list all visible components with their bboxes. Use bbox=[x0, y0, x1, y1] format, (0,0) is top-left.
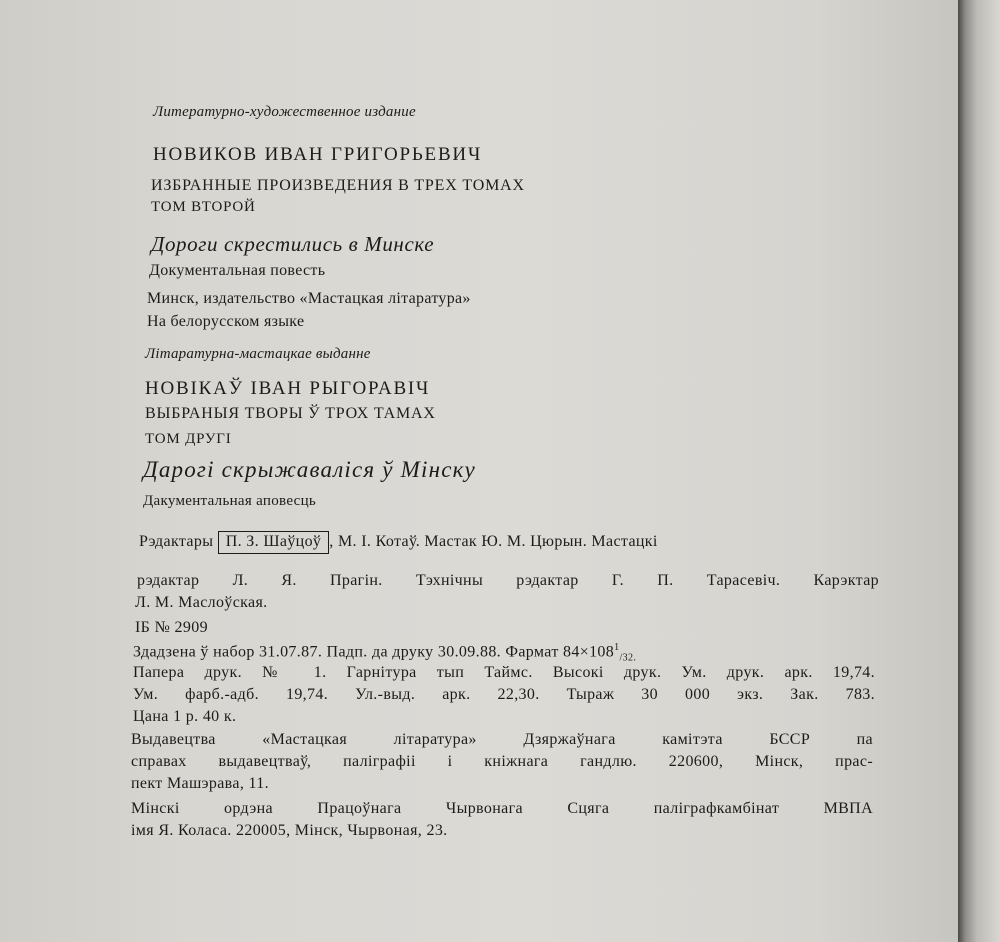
format-superscript: 1 bbox=[614, 642, 620, 653]
editors-label: Рэдактары bbox=[139, 533, 214, 550]
book-gutter-shadow bbox=[958, 0, 1000, 942]
imprint-line-6: справах выдавецтваў, паліграфіі і кніжнага гандлю. 220600, Мінск, прас- bbox=[131, 753, 873, 770]
ru-genre: Документальная повесть bbox=[149, 262, 326, 279]
by-series-label: Літаратурна-мастацкае выданне bbox=[145, 346, 371, 362]
imprint-line-9: імя Я. Коласа. 220005, Мінск, Чырвоная, 23. bbox=[131, 822, 448, 839]
ru-publisher: Минск, издательство «Мастацкая літаратура» bbox=[147, 290, 471, 307]
imprint-line-1-main: Здадзена ў набор 31.07.87. Падп. да друку 30.09.88. Фармат 84×108 bbox=[133, 643, 615, 661]
ru-series-label: Литературно-художественное издание bbox=[153, 104, 416, 120]
ru-book-title: Дороги скрестились в Минске bbox=[151, 232, 435, 256]
by-author: НОВІКАЎ ІВАН РЫГОРАВІЧ bbox=[145, 378, 431, 399]
ru-author: НОВИКОВ ИВАН ГРИГОРЬЕВИЧ bbox=[153, 144, 483, 165]
credits-line-1-rest: , М. І. Котаў. Мастак Ю. М. Цюрын. Мастацкі bbox=[329, 533, 658, 550]
by-volume: ТОМ ДРУГІ bbox=[145, 431, 232, 447]
imprint-line-8: Мінскі ордэна Працоўнага Чырвонага Сцяга паліграфкамбінат МВПА bbox=[131, 800, 873, 817]
credits-line-1 bbox=[139, 531, 658, 554]
ru-collection: ИЗБРАННЫЕ ПРОИЗВЕДЕНИЯ В ТРЕХ ТОМАХ bbox=[151, 177, 525, 194]
imprint-line-5: Выдавецтва «Мастацкая літаратура» Дзяржаўнага камітэта БССР па bbox=[131, 731, 873, 748]
ru-language-note: На белорусском языке bbox=[147, 313, 305, 330]
boxed-editor-name: П. З. Шаўцоў bbox=[218, 531, 330, 554]
imprint-line-7: пект Машэрава, 11. bbox=[131, 775, 269, 792]
by-genre: Дакументальная аповесць bbox=[143, 493, 317, 509]
imprint-line-3: Ум. фарб.-адб. 19,74. Ул.-выд. арк. 22,30. Тыраж 30 000 экз. Зак. 783. bbox=[133, 686, 875, 703]
imprint-line-4: Цана 1 р. 40 к. bbox=[133, 708, 237, 725]
credits-line-2: рэдактар Л. Я. Прагін. Тэхнічны рэдактар Г. П. Тарасевіч. Карэктар bbox=[137, 572, 879, 589]
by-collection: ВЫБРАНЫЯ ТВОРЫ Ў ТРОХ ТАМАХ bbox=[145, 405, 436, 422]
by-book-title: Дарогі скрыжаваліся ў Мінску bbox=[143, 457, 476, 482]
imprint-line-1 bbox=[133, 642, 636, 664]
format-subscript: /32. bbox=[619, 652, 637, 664]
credits-line-3: Л. М. Маслоўская. bbox=[135, 594, 268, 611]
imprint-line-2: Папера друк. № 1. Гарнітура тып Таймс. Высокі друк. Ум. друк. арк. 19,74. bbox=[133, 664, 875, 681]
ib-number: ІБ № 2909 bbox=[135, 619, 208, 636]
ru-volume: ТОМ ВТОРОЙ bbox=[151, 199, 256, 215]
